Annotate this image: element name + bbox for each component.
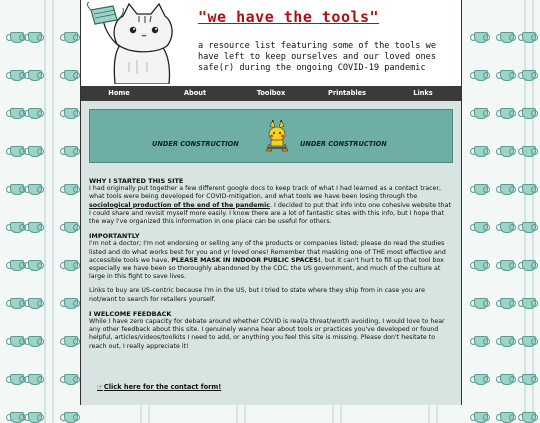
mask-pattern-icon	[470, 260, 490, 270]
nav-about[interactable]: About	[183, 89, 207, 97]
under-construction-banner	[89, 109, 453, 163]
cat-with-mask-illustration	[85, 2, 195, 84]
header	[81, 0, 461, 86]
mask-pattern-icon	[470, 108, 490, 118]
mask-pattern-icon	[6, 70, 26, 80]
why-paragraph: I had originally put together a few different google docs to keep track of what I had learned as a contact tracer, what tools were being developed for COVID-mitigation, and what tools we have been losing through the sociological production of the end of the pandemic. I decided to put that info into one cohesive website that I could share and revisit myself more easily. I know there are a lot of fantastic sites with this info, but I hope that the way I've organized this information in one place can be useful for others.	[89, 185, 451, 226]
feedback-heading: I WELCOME FEEDBACK	[89, 309, 172, 318]
sociological-production-link[interactable]: sociological production of the end of the pandemic	[89, 201, 270, 209]
mask-pattern-icon	[496, 298, 516, 308]
mask-pattern-icon	[24, 70, 44, 80]
importantly-heading: IMPORTANTLY	[89, 232, 140, 241]
mask-pattern-icon	[60, 260, 80, 270]
mask-pattern-icon	[60, 184, 80, 194]
nav-toolbox[interactable]: Toolbox	[256, 89, 286, 97]
mask-pattern-icon	[470, 222, 490, 232]
mask-pattern-icon	[470, 32, 490, 42]
mask-pattern-icon	[496, 374, 516, 384]
page-container	[80, 0, 462, 405]
mask-pattern-icon	[60, 146, 80, 156]
mask-pattern-icon	[6, 108, 26, 118]
mask-pattern-icon	[470, 298, 490, 308]
mask-pattern-icon	[496, 184, 516, 194]
mask-pattern-icon	[496, 260, 516, 270]
mask-pattern-icon	[24, 184, 44, 194]
mask-pattern-icon	[518, 184, 538, 194]
mask-pattern-icon	[60, 336, 80, 346]
under-construction-left-text: UNDER CONSTRUCTION	[152, 140, 239, 148]
site-subtitle: a resource list featuring some of the tools we have left to keep ourselves and our loved ones safe(r) during the ongoing COVID-19 pandemic	[198, 41, 436, 73]
mask-pattern-icon	[470, 412, 490, 422]
mask-pattern-icon	[24, 146, 44, 156]
mask-pattern-icon	[24, 222, 44, 232]
mask-emphasis: PLEASE MASK IN INDOOR PUBLIC SPACES!	[171, 256, 321, 264]
mask-pattern-icon	[60, 32, 80, 42]
mask-pattern-icon	[6, 260, 26, 270]
site-title: "we have the tools"	[198, 8, 380, 26]
mask-pattern-icon	[24, 336, 44, 346]
mask-pattern-icon	[518, 108, 538, 118]
mask-pattern-icon	[24, 260, 44, 270]
mask-pattern-icon	[24, 412, 44, 422]
links-note-paragraph: Links to buy are US-centric because I'm in the US, but I tried to state where they ship from in case you are not/want to search for retailers yourself.	[89, 287, 425, 303]
mask-pattern-icon	[518, 222, 538, 232]
mask-pattern-icon	[470, 70, 490, 80]
under-construction-right-text: UNDER CONSTRUCTION	[300, 140, 387, 148]
mask-pattern-icon	[518, 298, 538, 308]
mask-pattern-icon	[6, 32, 26, 42]
mask-pattern-icon	[496, 412, 516, 422]
why-heading: WHY I STARTED THIS SITE	[89, 177, 184, 185]
intro-text	[89, 177, 453, 357]
mask-pattern-icon	[518, 70, 538, 80]
nav-links[interactable]: Links	[413, 89, 433, 97]
mask-pattern-icon	[470, 184, 490, 194]
mask-pattern-icon	[496, 146, 516, 156]
mask-pattern-icon	[60, 70, 80, 80]
mask-pattern-icon	[518, 32, 538, 42]
mask-pattern-icon	[518, 336, 538, 346]
contact-form-link[interactable]: ☞Click here for the contact form!	[97, 383, 222, 391]
mask-pattern-icon	[6, 412, 26, 422]
mask-pattern-icon	[470, 336, 490, 346]
nav-home[interactable]: Home	[108, 89, 130, 97]
mask-pattern-icon	[496, 70, 516, 80]
construction-pikachu-icon	[264, 120, 290, 152]
mask-pattern-icon	[6, 374, 26, 384]
mask-pattern-icon	[24, 32, 44, 42]
mask-pattern-icon	[496, 336, 516, 346]
nav-printables[interactable]: Printables	[327, 89, 367, 97]
mask-pattern-icon	[518, 412, 538, 422]
mask-pattern-icon	[496, 108, 516, 118]
feedback-paragraph: While I have zero capacity for debate around whether COVID is real/a threat/worth avoiding, I would love to hear any other feedback about this site. I genuinely wanna hear about tools or practices you've developed or found helpful, articles/videos/toolkits I need to add, or anything you feel this site is missing. Please don't hesitate to reach out, I really appreciate it!	[89, 318, 445, 350]
mask-pattern-icon	[496, 222, 516, 232]
mask-pattern-icon	[6, 146, 26, 156]
mask-pattern-icon	[60, 374, 80, 384]
mask-pattern-icon	[518, 146, 538, 156]
mask-pattern-icon	[60, 108, 80, 118]
main-content	[81, 101, 461, 405]
mask-pattern-icon	[6, 184, 26, 194]
mask-pattern-icon	[60, 412, 80, 422]
mask-pattern-icon	[6, 298, 26, 308]
mask-pattern-icon	[6, 222, 26, 232]
mask-pattern-icon	[470, 146, 490, 156]
mask-pattern-icon	[24, 374, 44, 384]
mask-pattern-icon	[496, 32, 516, 42]
mask-pattern-icon	[6, 336, 26, 346]
main-navigation	[81, 86, 461, 101]
hand-pointer-icon: ☞	[97, 383, 103, 391]
mask-pattern-icon	[60, 222, 80, 232]
mask-pattern-icon	[24, 108, 44, 118]
mask-pattern-icon	[24, 298, 44, 308]
mask-pattern-icon	[518, 374, 538, 384]
mask-pattern-icon	[60, 298, 80, 308]
mask-pattern-icon	[470, 374, 490, 384]
importantly-paragraph: I'm not a doctor; I'm not endorsing or selling any of the products or companies listed; please do read the studies listed and do what works best for you and yr loved ones! Remember that masking one of THE most effective and accessible tools we have, PLEASE MASK IN INDOOR PUBLIC SPACES!, but it can't hurt to fill up that tool box especially we have been so thoroughly abandoned by the CDC, the US government, and much of the culture at large in this fight to save lives.	[89, 240, 446, 281]
mask-pattern-icon	[518, 260, 538, 270]
